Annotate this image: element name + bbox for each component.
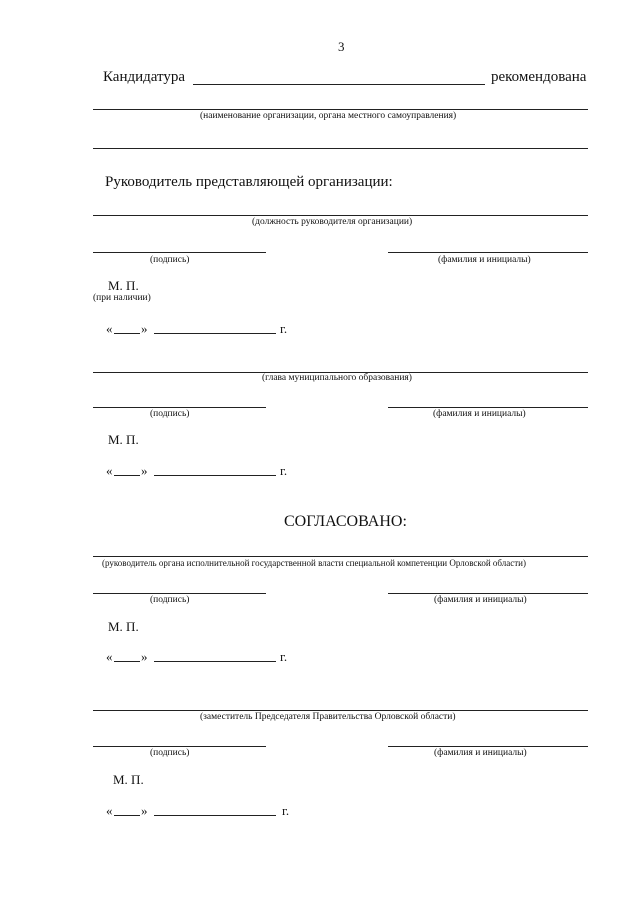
exec-body-date-close-quote: » [141, 649, 148, 664]
deputy-chair-year-suffix: г. [282, 803, 290, 818]
exec-body-month-line[interactable] [154, 661, 276, 662]
deputy-chair-day-line[interactable] [114, 815, 140, 816]
deputy-chair-name-caption: (фамилия и инициалы) [434, 748, 527, 758]
deputy-chair-position-line[interactable] [93, 710, 588, 711]
org-head-name-line[interactable] [388, 252, 588, 253]
municipal-head-year-suffix: г. [280, 463, 288, 478]
organization-name-caption: (наименование организации, органа местного самоуправления) [200, 111, 457, 121]
representing-org-heading: Руководитель представляющей организации: [105, 174, 393, 190]
exec-body-name-caption: (фамилия и инициалы) [434, 595, 527, 605]
org-head-seal-label: М. П. [108, 278, 139, 293]
deputy-chair-date-close-quote: » [141, 803, 148, 818]
deputy-chair-date-open-quote: « [106, 803, 113, 818]
exec-body-year-suffix: г. [280, 649, 288, 664]
deputy-chair-signature-line[interactable] [93, 746, 266, 747]
municipal-head-name-caption: (фамилия и инициалы) [433, 409, 526, 419]
municipal-head-date-close-quote: » [141, 463, 148, 478]
deputy-chair-month-line[interactable] [154, 815, 276, 816]
exec-body-date-open-quote: « [106, 649, 113, 664]
org-head-year-suffix: г. [280, 321, 288, 336]
exec-body-position-line[interactable] [93, 556, 588, 557]
municipal-head-day-line[interactable] [114, 475, 140, 476]
org-head-position-line[interactable] [93, 215, 588, 216]
municipal-head-position-caption: (глава муниципального образования) [262, 373, 412, 383]
municipal-head-name-line[interactable] [388, 407, 588, 408]
municipal-head-date-open-quote: « [106, 463, 113, 478]
org-head-position-caption: (должность руководителя организации) [252, 217, 413, 227]
candidacy-label: Кандидатура [103, 69, 186, 85]
exec-body-signature-caption: (подпись) [150, 595, 190, 605]
org-head-month-line[interactable] [154, 333, 276, 334]
municipal-head-signature-line[interactable] [93, 407, 266, 408]
deputy-chair-seal-label: М. П. [113, 772, 144, 787]
municipal-head-signature-caption: (подпись) [150, 409, 190, 419]
municipal-head-seal-label: М. П. [108, 432, 139, 447]
org-head-signature-line[interactable] [93, 252, 266, 253]
deputy-chair-position-caption: (заместитель Председателя Правительства Орловской области) [200, 712, 456, 722]
org-head-name-caption: (фамилия и инициалы) [438, 255, 531, 265]
org-head-date-close-quote: » [141, 321, 148, 336]
candidacy-fill-line[interactable] [193, 84, 485, 85]
exec-body-name-line[interactable] [388, 593, 588, 594]
recommended-label: рекомендована [491, 69, 587, 85]
exec-body-position-caption: (руководитель органа исполнительной государственной власти специальной компетенции Орловской области) [102, 558, 526, 568]
approval-heading: СОГЛАСОВАНО: [284, 513, 407, 530]
deputy-chair-signature-caption: (подпись) [150, 748, 190, 758]
organization-name-line[interactable] [93, 109, 588, 110]
org-head-day-line[interactable] [114, 333, 140, 334]
deputy-chair-name-line[interactable] [388, 746, 588, 747]
exec-body-signature-line[interactable] [93, 593, 266, 594]
org-head-signature-caption: (подпись) [150, 255, 190, 265]
exec-body-day-line[interactable] [114, 661, 140, 662]
municipal-head-month-line[interactable] [154, 475, 276, 476]
organization-name-line-2[interactable] [93, 148, 588, 149]
page-number: 3 [338, 39, 345, 54]
exec-body-seal-label: М. П. [108, 619, 139, 634]
org-head-seal-note: (при наличии) [93, 293, 151, 303]
org-head-date-open-quote: « [106, 321, 113, 336]
